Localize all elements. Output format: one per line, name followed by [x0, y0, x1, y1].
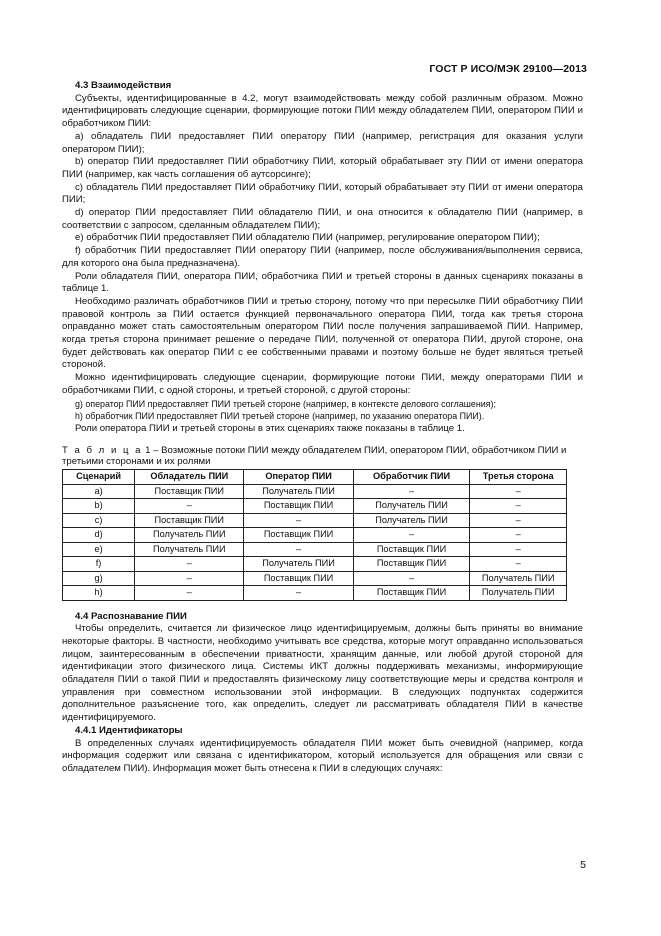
- table-cell: –: [135, 499, 244, 514]
- table-cell: –: [470, 557, 567, 572]
- table-cell: Получатель ПИИ: [244, 484, 353, 499]
- table-cell: Поставщик ПИИ: [135, 484, 244, 499]
- list-item-f: f) обработчик ПИИ предоставляет ПИИ оператору ПИИ (например, после обслуживания/выполнения сервиса, для которого она была предназначена).: [62, 245, 583, 269]
- roles-table: [62, 469, 567, 601]
- table-row: [63, 513, 567, 528]
- table-cell: –: [135, 586, 244, 601]
- list-item-b: b) оператор ПИИ предоставляет ПИИ обработчику ПИИ, который обрабатывает эту ПИИ от имени оператора ПИИ (например, как часть соглашения об аутсорсинге);: [62, 156, 583, 180]
- section-4-4-1-text: В определенных случаях идентифицируемость обладателя ПИИ может быть очевидной (например, когда информация содержит или связана с идентификатором, который используется для обращения или связи с обладателем ПИИ). Информация может быть отнесена к ПИИ в следующих случаях:: [62, 737, 583, 774]
- table-caption: [62, 445, 583, 468]
- list-item-g: g) оператор ПИИ предоставляет ПИИ третьей стороне (например, в контексте делового соглашения);: [75, 398, 496, 409]
- list-item-a: a) обладатель ПИИ предоставляет ПИИ оператору ПИИ (например, регистрация для оказания услуги оператором ПИИ);: [62, 130, 583, 155]
- table-cell: –: [353, 571, 470, 586]
- table-cell: –: [470, 484, 567, 499]
- section-4-3-intro: Субъекты, идентифицированные в 4.2, могут взаимодействовать между собой различным образом. Можно идентифицировать следующие сценарии, формирующие потоки ПИИ между обладателем ПИИ, оператором ПИИ и обработчиком ПИИ:: [62, 92, 583, 130]
- table-cell: f): [63, 557, 135, 572]
- table-cell: Поставщик ПИИ: [244, 499, 353, 514]
- section-4-4-title: 4.4 Распознавание ПИИ: [75, 610, 187, 622]
- table-caption-prefix: Т а б л и ц а: [62, 444, 143, 456]
- paragraph-roles-third: Роли оператора ПИИ и третьей стороны в этих сценариях также показаны в таблице 1.: [75, 422, 465, 434]
- section-4-4-1-title: 4.4.1 Идентификаторы: [75, 724, 183, 736]
- list-item-c: c) обладатель ПИИ предоставляет ПИИ обработчику ПИИ, который обрабатывает эту ПИИ от имени оператора ПИИ;: [62, 181, 583, 206]
- paragraph-scenarios: Можно идентифицировать следующие сценарии, формирующие потоки ПИИ, между операторами ПИИ и обработчиками ПИИ, с одной стороны, и третьей стороной, с другой стороны:: [62, 372, 583, 396]
- table-row: [63, 499, 567, 514]
- paragraph-roles: Роли обладателя ПИИ, оператора ПИИ, обработчика ПИИ и третьей стороны в данных сценариях показаны в таблице 1.: [62, 270, 583, 295]
- table-cell: c): [63, 513, 135, 528]
- table-row: [63, 557, 567, 572]
- page-number: 5: [580, 859, 586, 871]
- table-cell: Поставщик ПИИ: [353, 542, 470, 557]
- table-row: [63, 542, 567, 557]
- table-cell: Поставщик ПИИ: [244, 528, 353, 543]
- table-cell: Получатель ПИИ: [470, 586, 567, 601]
- table-cell: g): [63, 571, 135, 586]
- table-cell: –: [470, 528, 567, 543]
- section-4-4-text: Чтобы определить, считается ли физическое лицо идентифицируемым, должны быть приняты во внимание некоторые факторы. В частности, необходимо учитывать все средства, которые могут оправданно использоваться лицом, заинтересованным в обеспечении приватности, хранящим данные, или любой другой стороной для идентификации этого физического лица. Системы ИКТ должны поддерживать механизмы, информирующие обладателя ПИИ о такой ПИИ и предоставлять физическому лицу соответствующие меры и средства контроля и управления при совместном использовании этой информации. В следующих подпунктах содержится дополнительное разъяснение того, как определить, следует ли рассматривать обладателя ПИИ в качестве идентифицируемого.: [62, 623, 583, 724]
- table-cell: Поставщик ПИИ: [135, 513, 244, 528]
- table-header-cell: Третья сторона: [470, 469, 567, 484]
- table-cell: b): [63, 499, 135, 514]
- table-cell: Получатель ПИИ: [135, 528, 244, 543]
- table-cell: h): [63, 586, 135, 601]
- table-cell: Получатель ПИИ: [353, 499, 470, 514]
- table-cell: –: [470, 542, 567, 557]
- table-header-cell: Оператор ПИИ: [244, 469, 353, 484]
- list-item-d: d) оператор ПИИ предоставляет ПИИ обладателю ПИИ, и она относится к обладателю ПИИ (например, в соответствии с запросом, сделанным обладателем ПИИ);: [62, 207, 583, 231]
- table-cell: Получатель ПИИ: [244, 557, 353, 572]
- table-header-row: [63, 469, 567, 484]
- table-cell: –: [470, 513, 567, 528]
- table-cell: –: [135, 557, 244, 572]
- list-item-h: h) обработчик ПИИ предоставляет ПИИ третьей стороне (например, по указанию оператора ПИИ).: [75, 411, 485, 422]
- table-header-cell: Сценарий: [63, 469, 135, 484]
- table-cell: a): [63, 484, 135, 499]
- table-cell: Получатель ПИИ: [470, 571, 567, 586]
- table-cell: Поставщик ПИИ: [244, 571, 353, 586]
- table-cell: –: [244, 586, 353, 601]
- table-header-cell: Обладатель ПИИ: [135, 469, 244, 484]
- table-cell: –: [353, 528, 470, 543]
- table-cell: d): [63, 528, 135, 543]
- table-caption-text: 1 – Возможные потоки ПИИ между обладателем ПИИ, оператором ПИИ, обработчиком ПИИ и третьими сторонами и их ролями: [62, 444, 567, 468]
- table-cell: Поставщик ПИИ: [353, 586, 470, 601]
- table-cell: –: [135, 571, 244, 586]
- table-cell: –: [244, 542, 353, 557]
- table-cell: Получатель ПИИ: [135, 542, 244, 557]
- section-4-3-title: 4.3 Взаимодействия: [75, 80, 172, 91]
- document-code-header: ГОСТ Р ИСО/МЭК 29100—2013: [429, 63, 587, 75]
- table-cell: Получатель ПИИ: [353, 513, 470, 528]
- table-cell: –: [244, 513, 353, 528]
- table-row: [63, 528, 567, 543]
- table-row: [63, 484, 567, 499]
- page-content: [62, 80, 583, 776]
- list-item-e: e) обработчик ПИИ предоставляет ПИИ обладателю ПИИ (например, регулирование оператором ПИИ);: [75, 232, 540, 244]
- table-cell: e): [63, 542, 135, 557]
- table-row: [63, 586, 567, 601]
- table-cell: –: [470, 499, 567, 514]
- table-cell: Поставщик ПИИ: [353, 557, 470, 572]
- table-header-cell: Обработчик ПИИ: [353, 469, 470, 484]
- paragraph-third-party: Необходимо различать обработчиков ПИИ и третью сторону, потому что при пересылке ПИИ обработчику ПИИ правовой контроль за ПИИ остается функцией первоначального оператора ПИИ, тогда как третья сторона оправданно может стать самостоятельным оператором ПИИ после получения запрашиваемой ПИИ. Например, когда третья сторона принимает решение о передаче ПИИ, полученной от оператора ПИИ, другой стороне, она будет действовать как оператор ПИИ с ее собственными правами и поэтому больше не будет являться третьей стороной.: [62, 295, 583, 371]
- table-row: [63, 571, 567, 586]
- table-cell: –: [353, 484, 470, 499]
